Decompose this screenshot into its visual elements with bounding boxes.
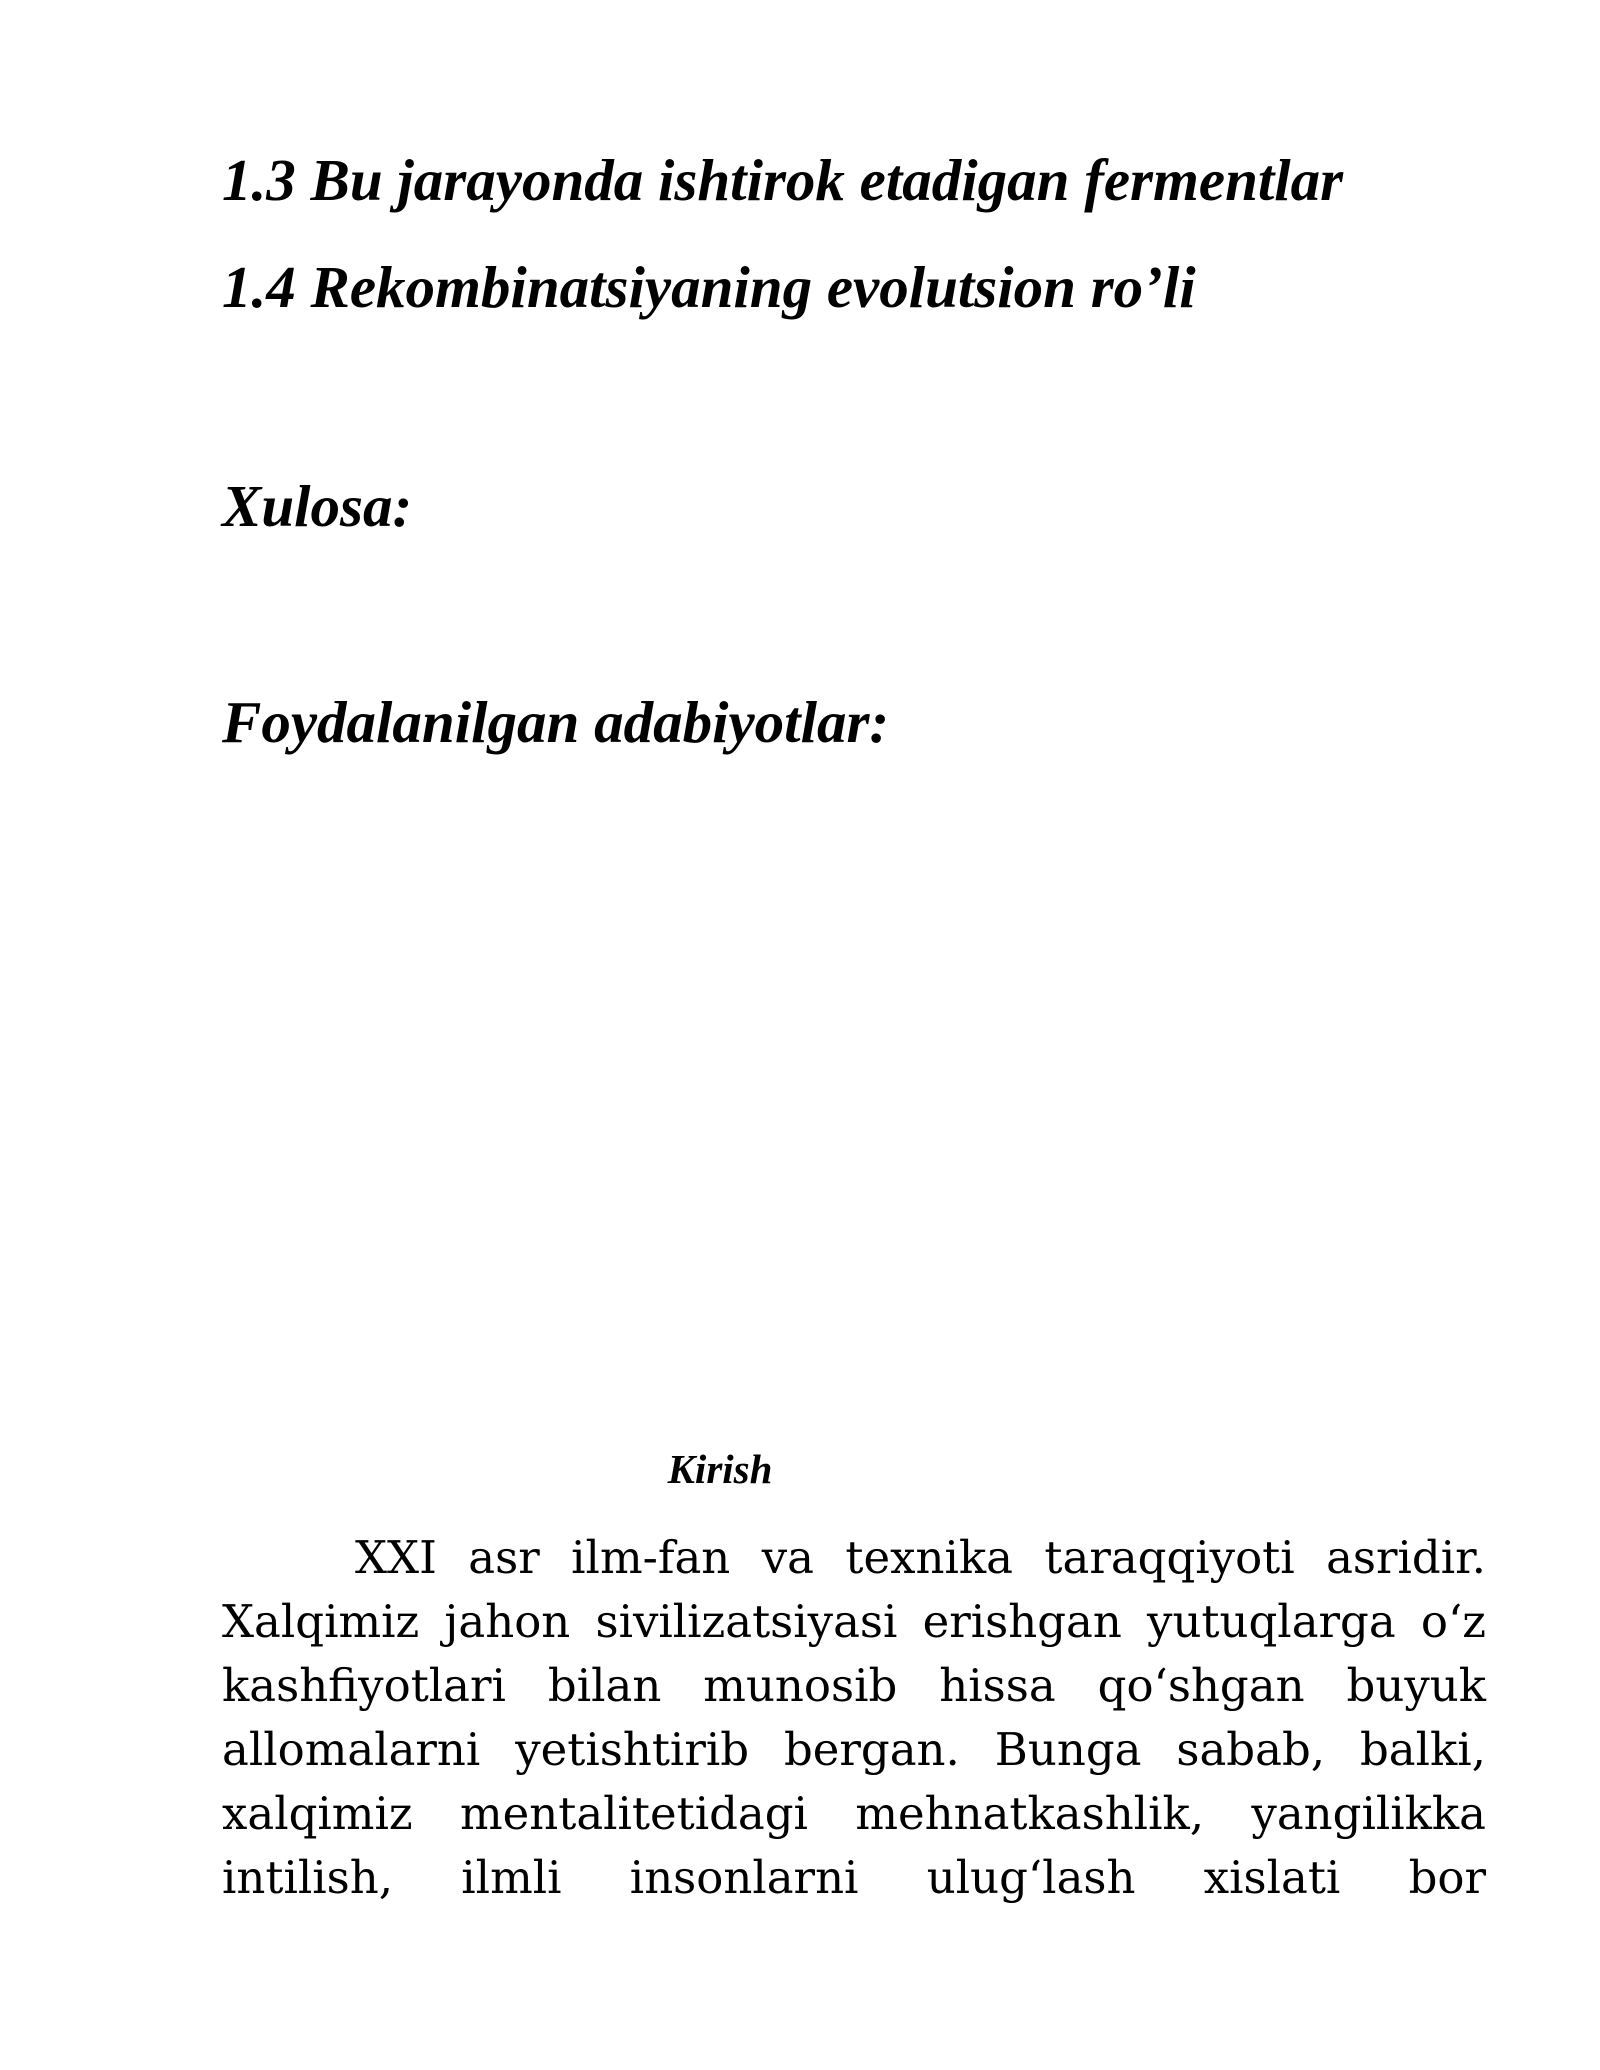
section-title: Kirish [667,1446,773,1492]
toc-heading-conclusion: Xulosa: [222,473,413,539]
toc-heading-evolutionary-role: 1.4 Rekombinatsiyaning evolutsion ro’li [222,254,1196,320]
body-paragraph: XXI asr ilm-fan va texnika taraqqiyoti asridir. Xalqimiz jahon sivilizatsiyasi erishgan yutuqlarga o‘z kashfiyotlari bilan munosib hissa qo‘shgan buyuk allomalarni yetishtirib bergan. Bunga sabab, balki, xalqimiz mentalitetidagi mehnatkashlik, yangilikka intilish, ilmli insonlarni ulug‘lash xislati bor [222,1531,1486,1904]
toc-heading-enzymes: 1.3 Bu jarayonda ishtirok etadigan fermentlar [222,147,1344,213]
toc-heading-references: Foydalanilgan adabiyotlar: [222,689,890,755]
